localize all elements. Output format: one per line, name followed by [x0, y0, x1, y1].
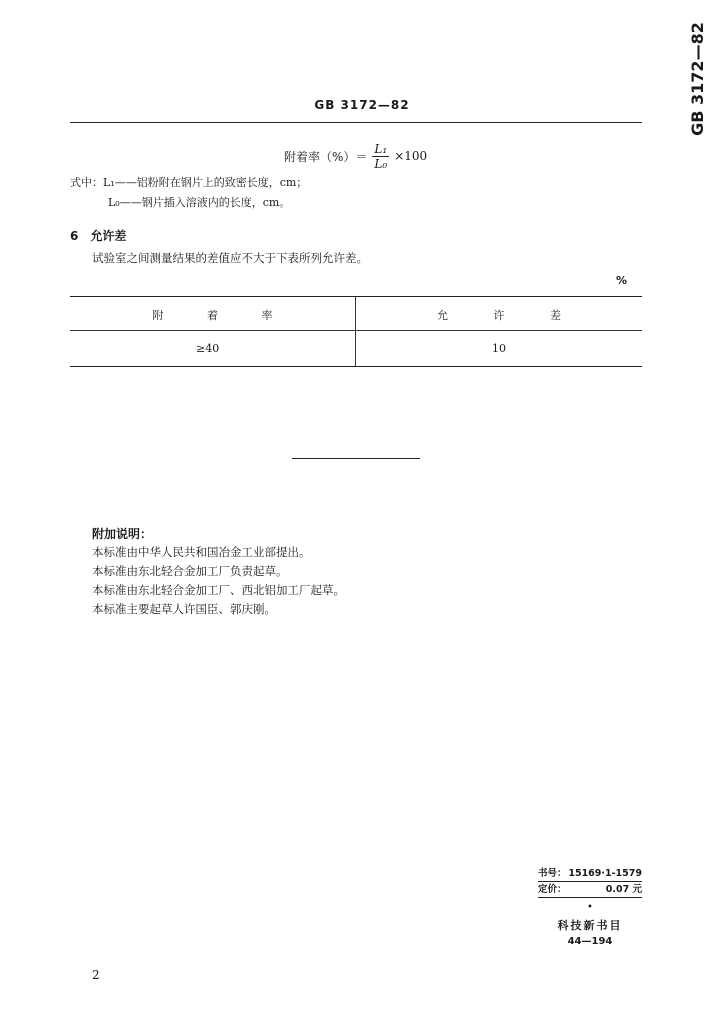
- page-number: 2: [92, 968, 100, 982]
- table-bottom-rule: [70, 366, 642, 367]
- book-number: 15169·1-1579: [568, 868, 642, 879]
- definition-l1: 式中：L₁——铝粉附在钢片上的致密长度，cm；: [70, 176, 308, 189]
- formula-numerator: L₁: [374, 141, 388, 156]
- adhesion-formula: [284, 136, 427, 176]
- table-header-rule: [70, 330, 642, 331]
- note-line: 本标准由东北轻合金加工厂负责起草。: [92, 564, 288, 578]
- catalog-number: 44—194: [567, 936, 613, 947]
- formula-denominator: L₀: [374, 156, 388, 171]
- publication-info: [538, 866, 642, 898]
- formula-rhs: ×100: [394, 149, 428, 163]
- section-6-text: 试验室之间测量结果的差值应不大于下表所列允许差。: [92, 251, 368, 265]
- note-line: 本标准由东北轻合金加工厂、西北铝加工厂起草。: [92, 583, 345, 597]
- note-line: 本标准由中华人民共和国冶金工业部提出。: [92, 545, 311, 559]
- book-number-label: 书号：: [538, 868, 567, 879]
- table-header-tolerance: 允 许 差: [437, 309, 561, 322]
- table-cell-tolerance: 10: [492, 342, 506, 355]
- table-unit: %: [616, 274, 628, 287]
- price-label: 定价：: [538, 884, 567, 895]
- note-line: 本标准主要起草人许国臣、郭庆刚。: [92, 602, 276, 616]
- table-top-rule: [70, 296, 642, 297]
- definition-l0: L₀——钢片插入溶液内的长度，cm。: [108, 196, 291, 209]
- end-rule: [292, 458, 420, 459]
- notes-title: 附加说明：: [92, 527, 153, 541]
- formula-fraction: [372, 142, 389, 171]
- section-number: 6: [70, 229, 79, 243]
- table-header-adhesion: 附 着 率: [152, 309, 273, 322]
- table-cell-adhesion: ≥40: [196, 342, 220, 355]
- section-title: 允许差: [90, 229, 127, 243]
- price-row: [538, 882, 642, 898]
- header-rule: [70, 122, 642, 123]
- publication-dot: •: [587, 902, 593, 913]
- price: 0.07 元: [605, 884, 642, 895]
- book-number-row: [538, 866, 642, 882]
- publisher-name: 科技新书目: [557, 919, 623, 932]
- formula-lhs: 附着率（%）＝: [284, 149, 368, 164]
- header-standard-code: GB 3172—82: [314, 98, 410, 112]
- side-standard-code: GB 3172—82: [688, 22, 707, 136]
- section-6-heading: [70, 227, 126, 244]
